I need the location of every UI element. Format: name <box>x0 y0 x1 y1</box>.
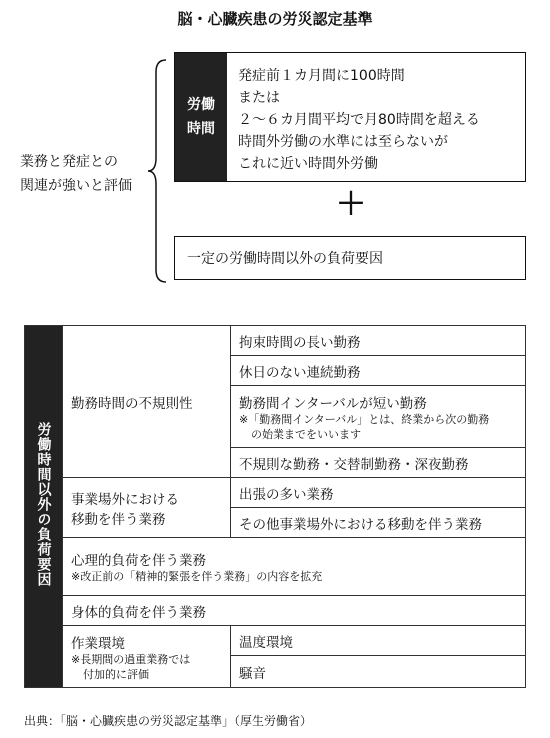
labor-time-criteria <box>238 65 480 175</box>
source-citation: 出典：「脳・心臓疾患の労災認定基準」（厚生労働省） <box>24 714 313 728</box>
plus-sign: ＋ <box>336 187 366 222</box>
table-cell: 不規則な勤務・交替制勤務・深夜勤務 <box>231 448 526 478</box>
table-cell: 温度環境 <box>231 626 526 656</box>
criteria-line: ２～６カ月間平均で月80時間を超える <box>238 112 480 128</box>
assessment-label-line2: 関連が強いと評価 <box>20 178 132 194</box>
physical-load-cell: 身体的負荷を伴う業務 <box>63 596 526 626</box>
psychological-load-label: 心理的負荷を伴う業務 <box>71 553 206 569</box>
labor-time-header-line2: 時間 <box>187 121 215 137</box>
assessment-label <box>20 150 150 198</box>
criteria-line: 発症前１カ月間に100時間 <box>238 68 405 84</box>
interval-cell <box>231 386 526 448</box>
other-load-box: 一定の労働時間以外の負荷要因 <box>174 236 526 280</box>
criteria-line: これに近い時間外労働 <box>238 156 378 172</box>
table-cell: 出張の多い業務 <box>231 478 526 508</box>
page-title: 脳・心臓疾患の労災認定基準 <box>177 10 373 28</box>
psychological-load-cell <box>63 538 526 596</box>
irregular-hours-label: 勤務時間の不規則性 <box>63 326 231 478</box>
travel-label-line1: 事業場外における <box>71 491 179 508</box>
table-cell: 騒音 <box>231 656 526 688</box>
labor-time-header <box>175 53 227 181</box>
interval-note-line2: の始業までをいいます <box>251 427 361 441</box>
work-environment-title: 作業環境 <box>71 635 125 652</box>
table-side-label: 労働時間以外の負荷要因 <box>25 326 63 688</box>
curly-brace <box>146 58 168 284</box>
work-environment-note-line1: ※長期間の過重業務では <box>71 652 191 666</box>
table-cell-text: 勤務間インターバルが短い勤務 <box>239 395 427 412</box>
table-cell: その他事業場外における移動を伴う業務 <box>231 508 526 538</box>
table-cell: 休日のない連続勤務 <box>231 356 526 386</box>
labor-time-box <box>174 52 526 182</box>
work-environment-note-line2: 付加的に評価 <box>83 667 149 681</box>
criteria-line: 時間外労働の水準には至らないが <box>238 134 448 150</box>
labor-time-header-line1: 労働 <box>187 97 215 113</box>
assessment-label-line1: 業務と発症との <box>20 154 118 170</box>
travel-label-line2: 移動を伴う業務 <box>71 511 166 528</box>
work-environment-label <box>63 626 231 688</box>
psychological-load-note: ※改正前の「精神的緊張を伴う業務」の内容を拡充 <box>71 570 323 583</box>
criteria-line: または <box>238 90 280 106</box>
load-factor-table <box>24 325 526 688</box>
interval-note-line1: ※「勤務間インターバル」とは、終業から次の勤務 <box>239 412 490 426</box>
table-cell: 拘束時間の長い勤務 <box>231 326 526 356</box>
travel-label <box>63 478 231 538</box>
